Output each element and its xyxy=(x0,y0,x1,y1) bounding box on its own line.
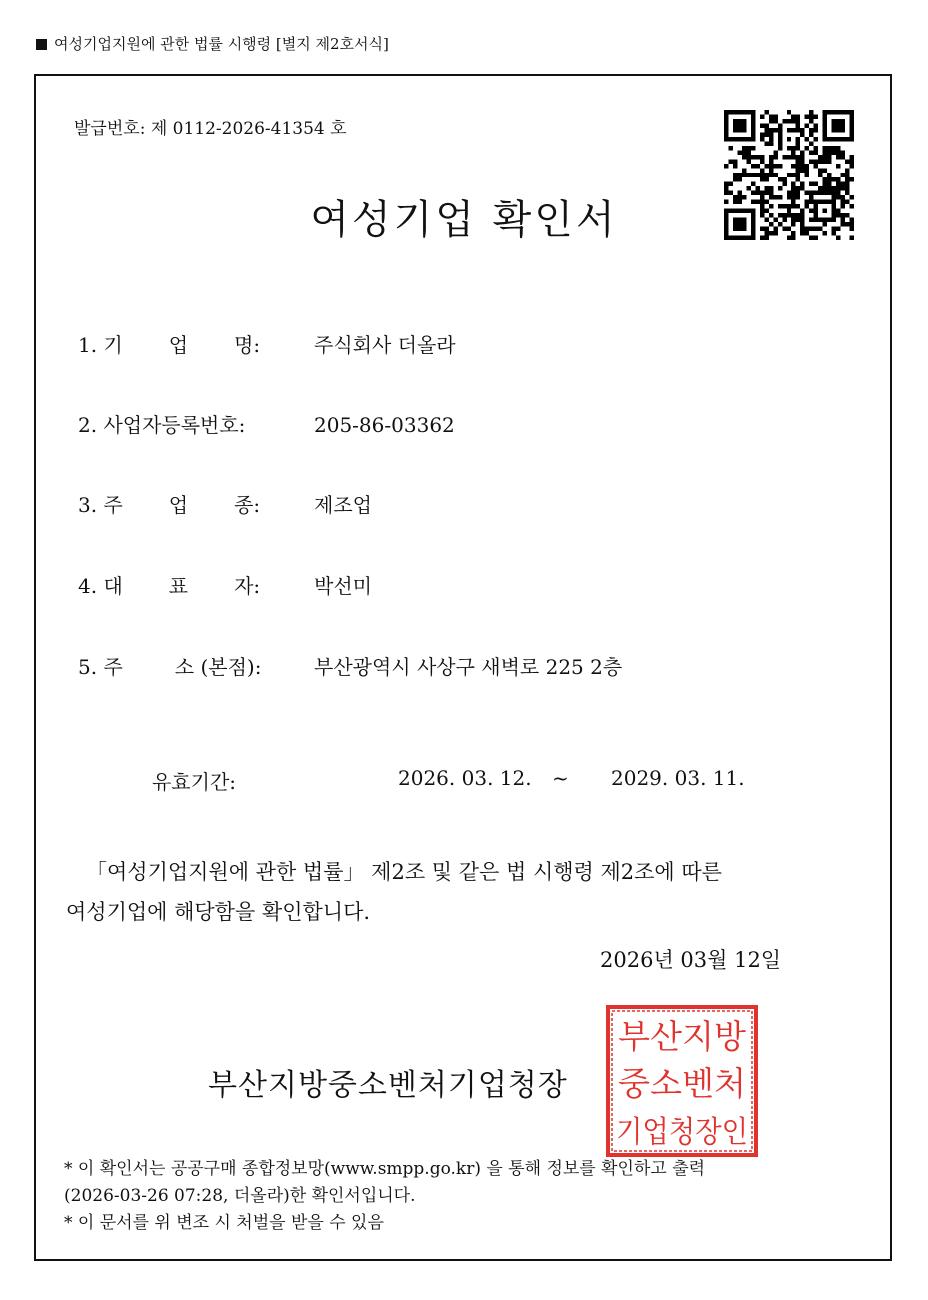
footnote-2: (2026-03-26 07:28, 더올라)한 확인서입니다. xyxy=(64,1186,416,1206)
footnote-1: * 이 확인서는 공공구매 종합정보망(www.smpp.go.kr) 을 통해 정보를 확인하고 출력 xyxy=(64,1159,706,1179)
field-label: 1. 기 업 명: xyxy=(78,333,261,357)
official-seal-icon xyxy=(605,1004,759,1158)
field-value: 제조업 xyxy=(314,493,372,517)
seal-line-3: 기업청장인 xyxy=(616,1115,748,1150)
issuer-name: 부산지방중소벤처기업청장 xyxy=(208,1068,568,1103)
field-value: 주식회사 더올라 xyxy=(314,333,456,357)
validity-label: 유효기간: xyxy=(152,770,237,794)
field-value: 205-86-03362 xyxy=(314,413,455,437)
field-label: 4. 대 표 자: xyxy=(78,574,261,598)
field-label: 2. 사업자등록번호: xyxy=(78,413,246,437)
statement-line-2: 여성기업에 해당함을 확인합니다. xyxy=(66,900,371,924)
form-label xyxy=(36,33,389,54)
footnotes xyxy=(64,1156,705,1237)
issue-number: 발급번호: 제 0112-2026-41354 호 xyxy=(74,119,347,139)
field-label: 5. 주 소 (본점): xyxy=(78,655,262,679)
form-label-text: 여성기업지원에 관한 법률 시행령 [별지 제2호서식] xyxy=(54,35,389,53)
validity-start: 2026. 03. 12. xyxy=(398,766,532,790)
issue-date: 2026년 03월 12일 xyxy=(600,948,782,972)
seal-line-2: 중소벤처 xyxy=(618,1064,746,1103)
statement-line-1: 「여성기업지원에 관한 법률」 제2조 및 같은 법 시행령 제2조에 따른 xyxy=(86,860,722,884)
validity-separator: ~ xyxy=(552,766,569,790)
field-value: 박선미 xyxy=(314,574,372,598)
field-value: 부산광역시 사상구 새벽로 225 2층 xyxy=(314,655,623,679)
document-title: 여성기업 확인서 xyxy=(310,197,618,243)
footnote-3: * 이 문서를 위 변조 시 처벌을 받을 수 있음 xyxy=(64,1213,384,1233)
field-label: 3. 주 업 종: xyxy=(78,493,261,517)
confirmation-statement xyxy=(66,852,826,932)
square-bullet-icon xyxy=(36,39,47,50)
seal-line-1: 부산지방 xyxy=(618,1017,747,1056)
validity-end: 2029. 03. 11. xyxy=(611,766,745,790)
